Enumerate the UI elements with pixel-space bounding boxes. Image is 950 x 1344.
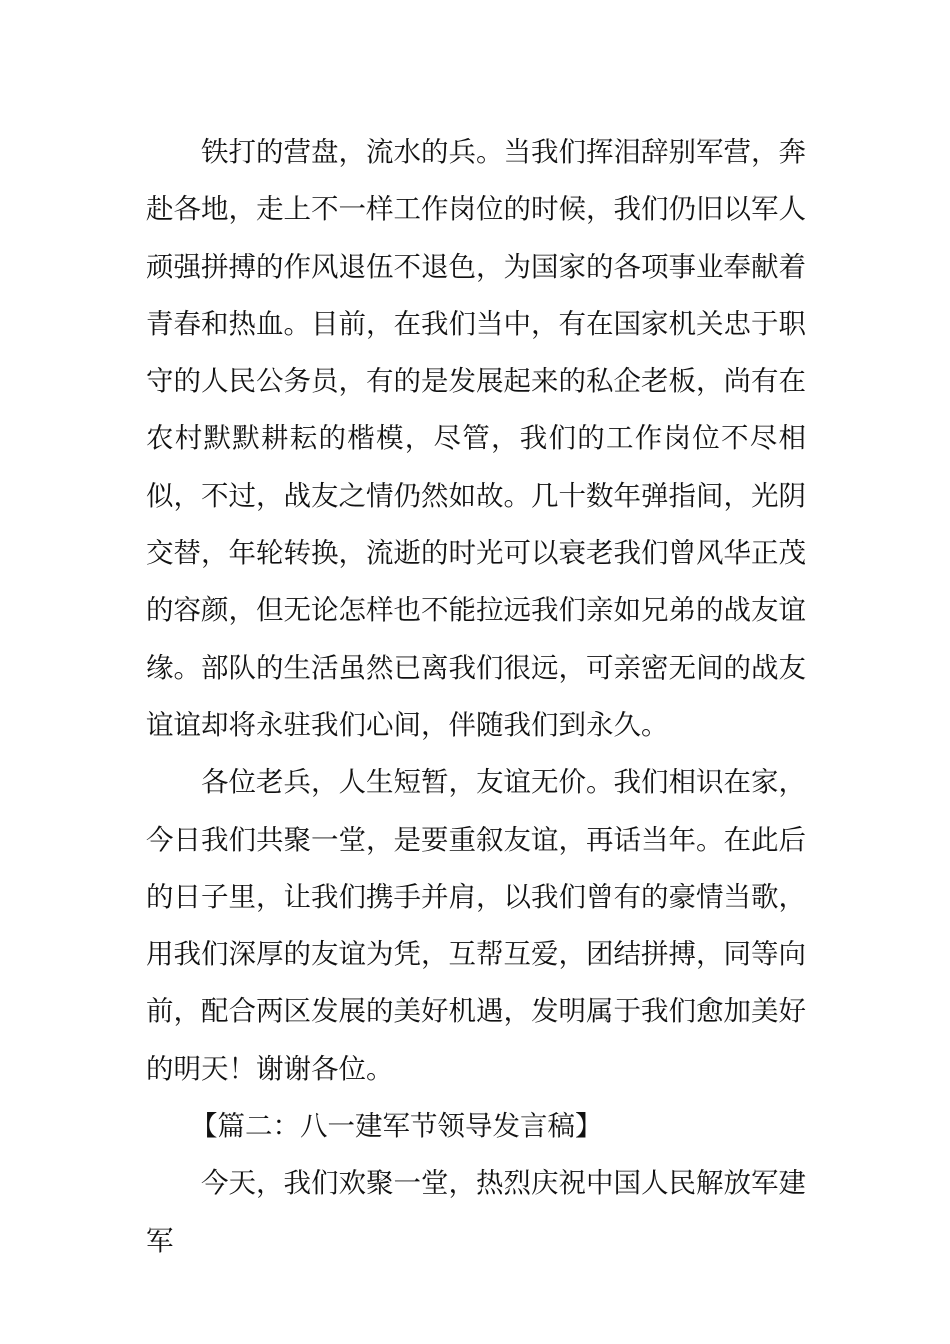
- paragraph-1: 铁打的营盘，流水的兵。当我们挥泪辞别军营，奔赴各地，走上不一样工作岗位的时候，我们仍旧以军人顽强拼搏的作风退伍不退色，为国家的各项事业奉献着青春和热血。目前，在我们当中，有在国家机关忠于职守的人民公务员，有的是发展起来的私企老板，尚有在农村默默耕耘的楷模，尽管，我们的工作岗位不尽相似，不过，战友之情仍然如故。几十数年弹指间，光阴交替，年轮转换，流逝的时光可以衰老我们曾风华正茂的容颜，但无论怎样也不能拉远我们亲如兄弟的战友谊缘。部队的生活虽然已离我们很远，可亲密无间的战友谊谊却将永驻我们心间，伴随我们到永久。: [146, 136, 806, 741]
- document-body: [146, 124, 806, 1270]
- paragraph-2: 各位老兵，人生短暂，友谊无价。我们相识在家，今日我们共聚一堂，是要重叙友谊，再话当年。在此后的日子里，让我们携手并肩，以我们曾有的豪情当歌，用我们深厚的友谊为凭，互帮互爱，团结拼搏，同等向前，配合两区发展的美好机遇，发明属于我们愈加美好的明天！谢谢各位。: [146, 766, 806, 1085]
- paragraph-3: 今天，我们欢聚一堂，热烈庆祝中国人民解放军建军: [146, 1167, 806, 1257]
- section-heading: 【篇二：八一建军节领导发言稿】: [190, 1110, 603, 1143]
